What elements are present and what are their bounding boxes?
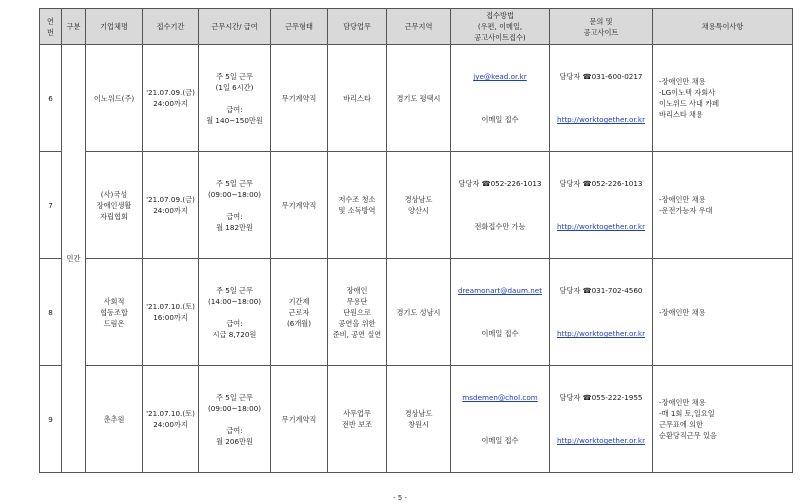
company-name: 이노위드(주) xyxy=(86,45,143,152)
apply-note: 이메일 접수 xyxy=(481,329,519,338)
email-link[interactable]: jye@kead.or.kr xyxy=(473,72,527,81)
row-number: 6 xyxy=(40,45,62,152)
email-link[interactable]: msdemen@chol.com xyxy=(462,393,538,402)
job-listing-table xyxy=(39,8,793,473)
application-period: '21.07.10.(토) 16:00까지 xyxy=(143,259,199,366)
employment-type: 무기계약직 xyxy=(271,366,328,473)
site-link[interactable]: http://worktogether.or.kr xyxy=(556,222,646,231)
apply-note: 이메일 접수 xyxy=(481,115,519,124)
apply-note: 전화접수만 가능 xyxy=(474,222,526,231)
header-hours-pay: 근무시간/ 급여 xyxy=(199,9,271,45)
hiring-notes: -장애인만 채용 -운전가능자 우대 xyxy=(653,152,793,259)
work-region: 경기도 성남시 xyxy=(387,259,451,366)
duty: 사무업무 전반 보조 xyxy=(328,366,387,473)
table-row xyxy=(40,152,793,259)
site-link[interactable]: http://worktogether.or.kr xyxy=(556,329,646,338)
contact-phone: 담당자 ☎031-702-4560 xyxy=(559,286,643,295)
table-row xyxy=(40,259,793,366)
apply-method xyxy=(451,259,550,366)
application-period: '21.07.09.(금) 24:00까지 xyxy=(143,45,199,152)
header-type: 근무형태 xyxy=(271,9,328,45)
site-link[interactable]: http://worktogether.or.kr xyxy=(556,436,646,445)
header-company: 기업체명 xyxy=(86,9,143,45)
header-apply-method: 접수방법 (우편, 이메일, 공고사이트접수) xyxy=(451,9,550,45)
contact-cell xyxy=(550,366,653,473)
duty: 저수조 청소 및 소독방역 xyxy=(328,152,387,259)
duty: 장애인 무용단 단원으로 공연을 위한 준비, 공연 실연 xyxy=(328,259,387,366)
contact-phone: 담당자 ☎031-600-0217 xyxy=(559,72,643,81)
table-row xyxy=(40,45,793,152)
header-region: 근무지역 xyxy=(387,9,451,45)
page-number: - 5 - xyxy=(393,494,407,502)
contact-cell xyxy=(550,152,653,259)
apply-method xyxy=(451,152,550,259)
apply-phone: 담당자 ☎052-226-1013 xyxy=(458,179,542,188)
header-contact: 문의 및 공고사이트 xyxy=(550,9,653,45)
hours-pay: 주 5일 근무 (14:00~18:00) 급여: 시급 8,720원 xyxy=(199,259,271,366)
apply-method xyxy=(451,366,550,473)
work-region: 경상남도 창원시 xyxy=(387,366,451,473)
header-duty: 담당업무 xyxy=(328,9,387,45)
header-notes: 채용특이사항 xyxy=(653,9,793,45)
contact-cell xyxy=(550,45,653,152)
apply-method xyxy=(451,45,550,152)
employment-type: 기간제 근로자 (6개월) xyxy=(271,259,328,366)
header-number: 연 번 xyxy=(40,9,62,45)
apply-note: 이메일 접수 xyxy=(481,436,519,445)
employment-type: 무기계약직 xyxy=(271,152,328,259)
hours-pay: 주 5일 근무 (1일 6시간) 급여: 월 140~150만원 xyxy=(199,45,271,152)
hiring-notes: -장애인만 채용 -LG이노텍 자회사 이노위드 사내 카페 바리스타 채용 xyxy=(653,45,793,152)
header-period: 접수기간 xyxy=(143,9,199,45)
employment-type: 무기계약직 xyxy=(271,45,328,152)
header-category: 구분 xyxy=(62,9,86,45)
row-number: 7 xyxy=(40,152,62,259)
company-name: 사회적 협동조합 드림온 xyxy=(86,259,143,366)
row-number: 9 xyxy=(40,366,62,473)
application-period: '21.07.10.(토) 24:00까지 xyxy=(143,366,199,473)
company-name: 춘추원 xyxy=(86,366,143,473)
table-row xyxy=(40,366,793,473)
work-region: 경기도 평택시 xyxy=(387,45,451,152)
hiring-notes: -장애인만 채용 -매 1회 토,일요일 근무표에 의한 순환당직근무 있음 xyxy=(653,366,793,473)
hiring-notes: -장애인만 채용 xyxy=(653,259,793,366)
category-cell: 민간 xyxy=(62,45,86,473)
work-region: 경상남도 양산시 xyxy=(387,152,451,259)
duty: 바리스타 xyxy=(328,45,387,152)
email-link[interactable]: dreamonart@daum.net xyxy=(457,286,543,295)
application-period: '21.07.09.(금) 24:00까지 xyxy=(143,152,199,259)
header-row xyxy=(40,9,793,45)
hours-pay: 주 5일 근무 (09:00~18:00) 급여: 월 206만원 xyxy=(199,366,271,473)
contact-cell xyxy=(550,259,653,366)
site-link[interactable]: http://worktogether.or.kr xyxy=(556,115,646,124)
contact-phone: 담당자 ☎052-226-1013 xyxy=(559,179,643,188)
hours-pay: 주 5일 근무 (09:00~18:00) 급여: 월 182만원 xyxy=(199,152,271,259)
contact-phone: 담당자 ☎055-222-1955 xyxy=(559,393,643,402)
company-name: (사)국성 장애인생활 자립협회 xyxy=(86,152,143,259)
row-number: 8 xyxy=(40,259,62,366)
